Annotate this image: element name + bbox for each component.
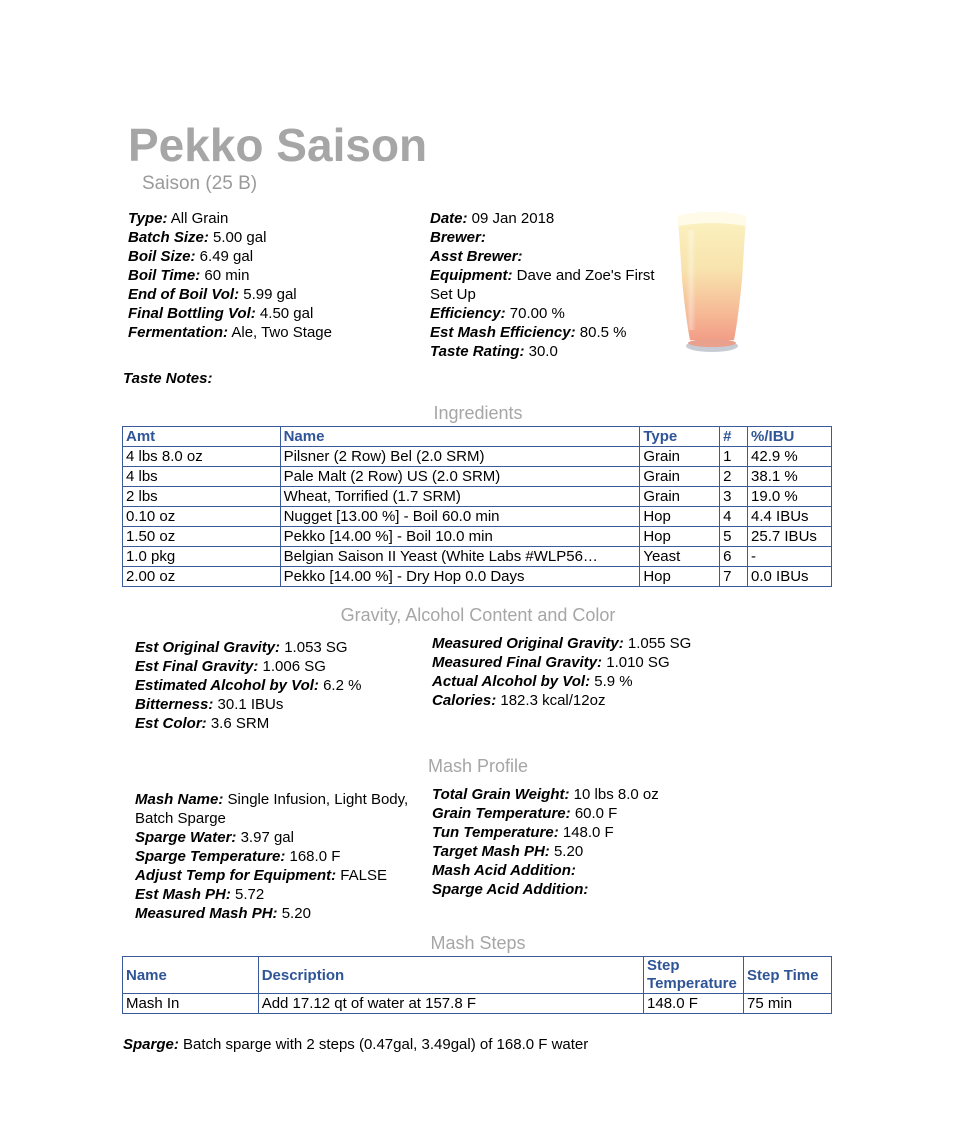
mash-row: Target Mash PH: 5.20: [432, 843, 584, 860]
info-row-end-boil-vol: End of Boil Vol: 5.99 gal: [128, 286, 297, 303]
gravity-row: Measured Original Gravity: 1.055 SG: [432, 635, 692, 652]
section-gravity: Gravity, Alcohol Content and Color: [340, 605, 616, 625]
gravity-row: Est Original Gravity: 1.053 SG: [135, 639, 348, 656]
mash-row: Mash Acid Addition:: [432, 862, 576, 879]
col-num: #: [720, 427, 748, 447]
section-mash-profile: Mash Profile: [427, 756, 529, 776]
section-mash-steps: Mash Steps: [430, 933, 526, 953]
info-row-est-mash-efficiency: Est Mash Efficiency: 80.5 %: [430, 324, 627, 341]
col-pct-ibu: %/IBU: [748, 427, 832, 447]
mash-row: Adjust Temp for Equipment: FALSE: [135, 867, 387, 884]
beer-glass-icon: [672, 210, 752, 356]
sparge-note: Sparge: Batch sparge with 2 steps (0.47gal, 3.49gal) of 168.0 F water: [123, 1036, 589, 1053]
col-name: Name: [280, 427, 640, 447]
mash-left: [135, 790, 415, 923]
info-row-asst-brewer: Asst Brewer:: [430, 248, 523, 265]
table-row: 1.50 oz Pekko [14.00 %] - Boil 10.0 min Hop 5 25.7 IBUs: [123, 527, 832, 547]
col-step-time: Step Time: [744, 957, 832, 994]
table-row: 4 lbs Pale Malt (2 Row) US (2.0 SRM) Grain 2 38.1 %: [123, 467, 832, 487]
gravity-row: Measured Final Gravity: 1.010 SG: [432, 654, 670, 671]
recipe-style: Saison (25 B): [142, 173, 258, 194]
section-ingredients: Ingredients: [433, 403, 523, 423]
gravity-row: Bitterness: 30.1 IBUs: [135, 696, 284, 713]
table-row: 2 lbs Wheat, Torrified (1.7 SRM) Grain 3 19.0 %: [123, 487, 832, 507]
mash-row: Grain Temperature: 60.0 F: [432, 805, 618, 822]
info-row-boil-time: Boil Time: 60 min: [128, 267, 250, 284]
table-row: 1.0 pkg Belgian Saison II Yeast (White Labs #WLP56… Yeast 6 -: [123, 547, 832, 567]
mash-row: Mash Name: Single Infusion, Light Body, Batch Sparge: [135, 791, 409, 827]
gravity-row: Est Color: 3.6 SRM: [135, 715, 270, 732]
table-row: 2.00 oz Pekko [14.00 %] - Dry Hop 0.0 Days Hop 7 0.0 IBUs: [123, 567, 832, 587]
info-left: [128, 209, 388, 342]
mash-row: Sparge Acid Addition:: [432, 881, 589, 898]
info-row-fermentation: Fermentation: Ale, Two Stage: [128, 324, 332, 341]
info-row-efficiency: Efficiency: 70.00 %: [430, 305, 565, 322]
info-row-equipment: Equipment: Dave and Zoe's First Set Up: [430, 267, 655, 303]
gravity-row: Est Final Gravity: 1.006 SG: [135, 658, 326, 675]
gravity-row: Estimated Alcohol by Vol: 6.2 %: [135, 677, 362, 694]
gravity-row: Actual Alcohol by Vol: 5.9 %: [432, 673, 633, 690]
info-row-type: Type: All Grain: [128, 210, 229, 227]
col-step-name: Name: [123, 957, 259, 994]
gravity-right: [432, 634, 694, 710]
info-row-brewer: Brewer:: [430, 229, 486, 246]
recipe-title: Pekko Saison: [128, 119, 428, 171]
info-row-date: Date: 09 Jan 2018: [430, 210, 555, 227]
table-header-row: [123, 427, 832, 447]
info-row-batch-size: Batch Size: 5.00 gal: [128, 229, 267, 246]
gravity-row: Calories: 182.3 kcal/12oz: [432, 692, 606, 709]
mash-row: Sparge Water: 3.97 gal: [135, 829, 294, 846]
mash-row: Measured Mash PH: 5.20: [135, 905, 311, 922]
mash-right: [432, 785, 732, 899]
col-step-temperature: Step Temperature: [644, 957, 744, 994]
mash-row: Tun Temperature: 148.0 F: [432, 824, 614, 841]
table-row: 0.10 oz Nugget [13.00 %] - Boil 60.0 min Hop 4 4.4 IBUs: [123, 507, 832, 527]
col-type: Type: [640, 427, 720, 447]
info-row-boil-size: Boil Size: 6.49 gal: [128, 248, 254, 265]
col-step-description: Description: [258, 957, 643, 994]
table-row: 4 lbs 8.0 oz Pilsner (2 Row) Bel (2.0 SRM) Grain 1 42.9 %: [123, 447, 832, 467]
mash-row: Sparge Temperature: 168.0 F: [135, 848, 341, 865]
info-right: [430, 209, 656, 361]
gravity-left: [135, 638, 405, 733]
col-amt: Amt: [123, 427, 281, 447]
ingredients-table: [122, 426, 832, 587]
info-row-taste-rating: Taste Rating: 30.0: [430, 343, 558, 360]
table-header-row: [123, 957, 832, 994]
table-row: Mash In Add 17.12 qt of water at 157.8 F 148.0 F 75 min: [123, 994, 832, 1014]
mash-row: Est Mash PH: 5.72: [135, 886, 265, 903]
mash-row: Total Grain Weight: 10 lbs 8.0 oz: [432, 786, 659, 803]
taste-notes-label: Taste Notes:: [123, 370, 213, 387]
mash-steps-table: [122, 956, 832, 1014]
info-row-final-bottling-vol: Final Bottling Vol: 4.50 gal: [128, 305, 314, 322]
